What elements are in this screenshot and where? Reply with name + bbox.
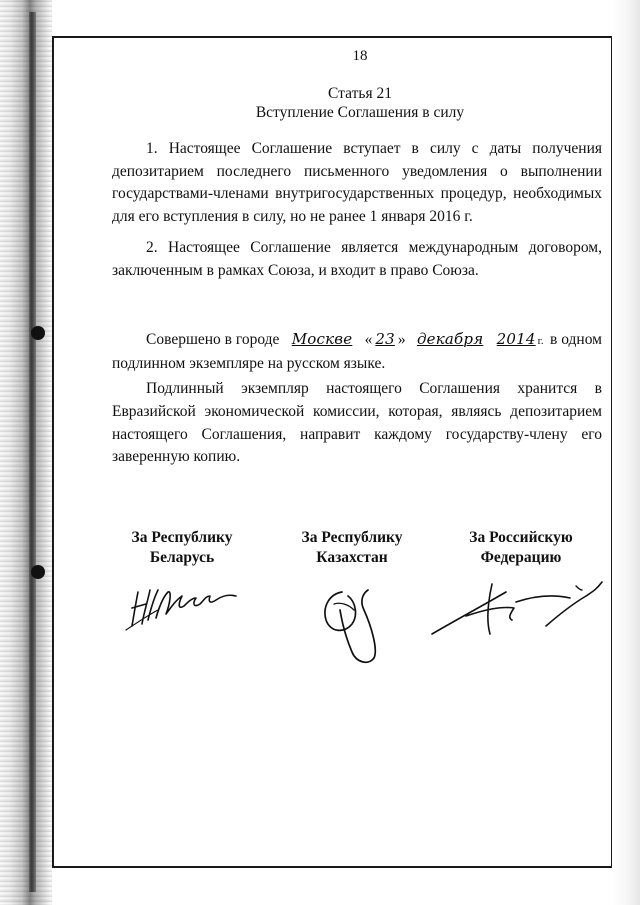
signatory-line-2: Федерацию [480, 549, 562, 566]
close-quote: » [397, 331, 406, 348]
done-in-city-clause [112, 328, 602, 375]
signature-kazakhstan-icon [312, 580, 392, 670]
open-quote: « [364, 331, 373, 348]
signatory-kazakhstan [282, 528, 422, 568]
signatory-line-1: За Республику [131, 529, 233, 546]
done-prefix: Совершено в городе [146, 331, 280, 348]
signatory-belarus [112, 528, 252, 568]
handwritten-city: Москве [291, 330, 353, 348]
handwritten-year: 2014 [496, 330, 536, 348]
article-number: Статья 21 [328, 85, 392, 102]
year-group [495, 328, 544, 353]
paragraph-1: 1. Настоящее Соглашение вступает в силу с даты получения депозитарием последнего письменного уведомления о выполнении государствами-членами внутригосударственных процедур, необходимых для его вступления в силу, но не ранее 1 января 2016 г. [112, 140, 602, 225]
done-line-1 [112, 328, 602, 353]
article-heading [0, 84, 640, 122]
signatory-line-1: За Республику [301, 529, 403, 546]
page-number: 18 [352, 48, 368, 64]
signature-belarus-icon [118, 574, 248, 634]
scan-binding-edge [0, 0, 52, 905]
done-line-2: подлинном экземпляре на русском языке. [112, 354, 386, 372]
binding-edge-line [29, 12, 36, 892]
punch-hole-icon [31, 326, 45, 340]
done-after-date: в одном [550, 331, 602, 348]
article-body [112, 138, 602, 292]
stored-paragraph: Подлинный экземпляр настоящего Соглашения хранится в Евразийской экономической комиссии, которая, являясь депозитарием настоящего Соглашения, направит каждому государству-члену его заверенную копию. [112, 380, 602, 466]
article-title: Вступление Соглашения в силу [255, 104, 465, 121]
signatory-line-2: Беларусь [149, 549, 215, 566]
signature-russia-icon [426, 572, 616, 642]
handwritten-month: декабря [416, 330, 484, 348]
date-group [365, 328, 406, 352]
punch-hole-icon [31, 565, 45, 579]
original-copy-clause [112, 378, 602, 469]
year-suffix: г. [537, 335, 544, 347]
signatory-line-2: Казахстан [316, 549, 388, 566]
signatory-russia [446, 528, 596, 568]
signatory-line-1: За Российскую [469, 529, 573, 546]
paragraph-2: 2. Настоящее Соглашение является международным договором, заключенным в рамках Союза, и входит в право Союза. [112, 239, 602, 279]
page-right-margin [612, 0, 640, 905]
handwritten-day: 23 [375, 330, 395, 348]
